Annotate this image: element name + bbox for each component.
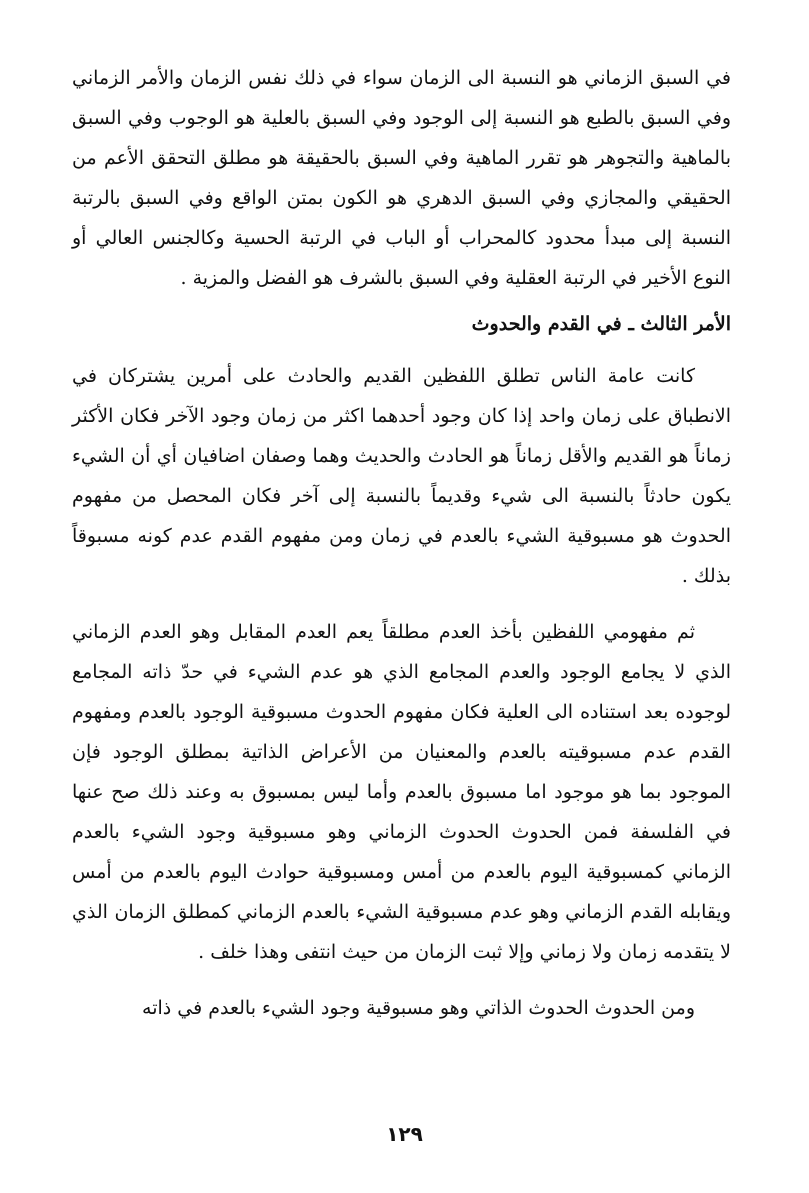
paragraph-generalized-meaning: ثم مفهومي اللفظين بأخذ العدم مطلقاً يعم العدم المقابل وهو العدم الزماني الذي لا يجامع الوجود والعدم المجامع الذي هو عدم الشيء في حدّ ذاته المجامع لوجوده بعد استناده الى العلية فكان مفهوم الحدوث مسبوقية الوجود بالعدم ومفهوم القدم عدم مسبوقيته بالعدم والمعنيان من الأعراض الذاتية بمطلق الوجود فإن الموجود بما هو موجود اما مسبوق بالعدم وأما ليس بمسبوق به وعند ذلك صح عنها في الفلسفة فمن الحدوث الحدوث الزماني وهو مسبوقية وجود الشيء بالعدم الزماني كمسبوقية اليوم بالعدم من أمس ومسبوقية حوادث اليوم بالعدم من أمس ويقابله القدم الزماني وهو عدم مسبوقية الشيء بالعدم الزماني كمطلق الزمان الذي لا يتقدمه زمان ولا زماني وإلا ثبت الزمان من حيث انتفى وهذا خلف .	[72, 621, 731, 963]
paragraph-precedence-types: في السبق الزماني هو النسبة الى الزمان سواء في ذلك نفس الزمان والأمر الزماني وفي السبق بالطبع هو النسبة إلى الوجود وفي السبق بالعلية هو الوجوب وفي السبق بالماهية والتجوهر هو تقرر الماهية وفي السبق بالحقيقة هو مطلق التحقق الأعم من الحقيقي والمجازي وفي السبق الدهري هو الكون بمتن الواقع وفي السبق بالرتبة النسبة إلى مبدأ محدود كالمحراب أو الباب في الرتبة الحسية وكالجنس العالي أو النوع الأخير في الرتبة العقلية وفي السبق بالشرف هو الفضل والمزية .	[72, 67, 731, 289]
page-number: ١٢٩	[386, 1122, 423, 1146]
paragraph-essential-origination: ومن الحدوث الحدوث الذاتي وهو مسبوقية وجود الشيء بالعدم في ذاته	[142, 997, 695, 1019]
paragraph-common-usage: كانت عامة الناس تطلق اللفظين القديم والحادث على أمرين يشتركان في الانطباق على زمان واحد إذا كان وجود أحدهما اكثر من زمان وجود الآخر فكان الأكثر زماناً هو القديم والأقل زماناً هو الحادث والحديث وهما وصفان اضافيان أي أن الشيء يكون حادثاً بالنسبة الى شيء وقديماً بالنسبة إلى آخر فكان المحصل من مفهوم الحدوث هو مسبوقية الشيء بالعدم في زمان ومن مفهوم القدم عدم كونه مسبوقاً بذلك .	[72, 365, 731, 587]
section-heading: الأمر الثالث ـ في القدم والحدوث	[471, 313, 731, 335]
